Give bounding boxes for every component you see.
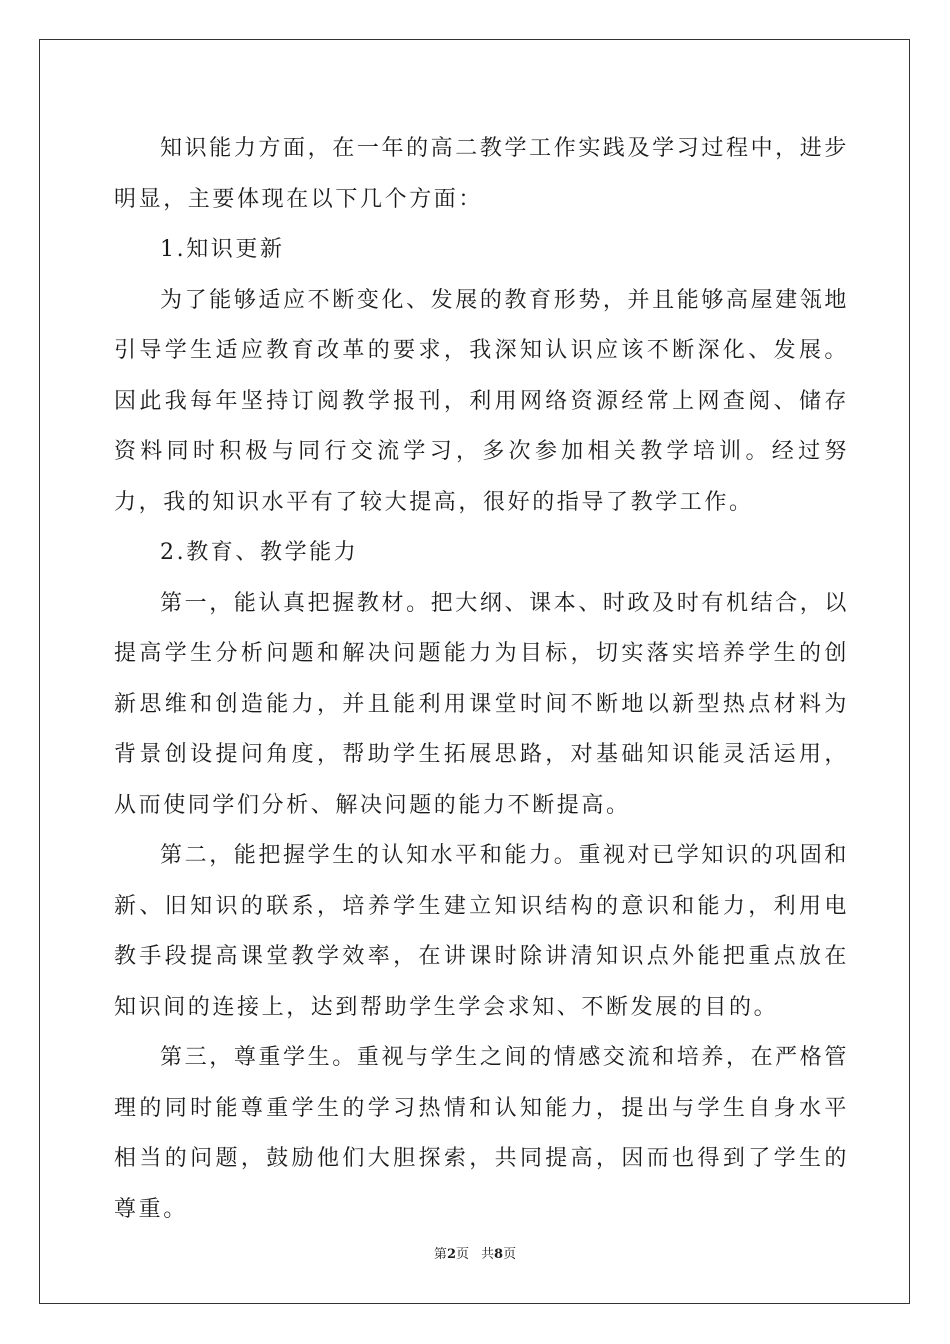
page-total: 8 [494, 1247, 504, 1262]
paragraph-third: 第三，尊重学生。重视与学生之间的情感交流和培养，在严格管理的同时能尊重学生的学习热情和认知能力，提出与学生自身水平相当的问题，鼓励他们大胆探索，共同提高，因而也得到了学生的尊重。 [114, 1045, 849, 1222]
document-body [114, 124, 849, 1235]
paragraph-knowledge-update: 为了能够适应不断变化、发展的教育形势，并且能够高屋建瓴地引导学生适应教育改革的要求，我深知认识应该不断深化、发展。因此我每年坚持订阅教学报刊，利用网络资源经常上网查阅、储存资料同时积极与同行交流学习，多次参加相关教学培训。经过努力，我的知识水平有了较大提高，很好的指导了教学工作。 [114, 287, 849, 515]
heading-knowledge-update: 1.知识更新 [160, 237, 285, 262]
paragraph-first: 第一，能认真把握教材。把大纲、课本、时政及时有机结合，以提高学生分析问题和解决问题能力为目标，切实落实培养学生的创新思维和创造能力，并且能利用课堂时间不断地以新型热点材料为背景创设提问角度，帮助学生拓展思路，对基础知识能灵活运用，从而使同学们分析、解决问题的能力不断提高。 [114, 590, 849, 818]
total-suffix: 页 [503, 1247, 517, 1262]
page-current: 2 [446, 1247, 456, 1262]
paragraph-intro: 知识能力方面，在一年的高二教学工作实践及学习过程中，进步明显，主要体现在以下几个方面： [114, 136, 849, 212]
page-suffix: 页 [455, 1247, 469, 1262]
page-footer [0, 1246, 950, 1264]
paragraph-second: 第二，能把握学生的认知水平和能力。重视对已学知识的巩固和新、旧知识的联系，培养学生建立知识结构的意识和能力，利用电教手段提高课堂教学效率，在讲课时除讲清知识点外能把重点放在知识间的连接上，达到帮助学生学会求知、不断发展的目的。 [114, 843, 849, 1020]
page-prefix: 第 [433, 1247, 447, 1262]
total-prefix: 共 [481, 1247, 495, 1262]
heading-teaching-ability: 2.教育、教学能力 [160, 540, 359, 565]
